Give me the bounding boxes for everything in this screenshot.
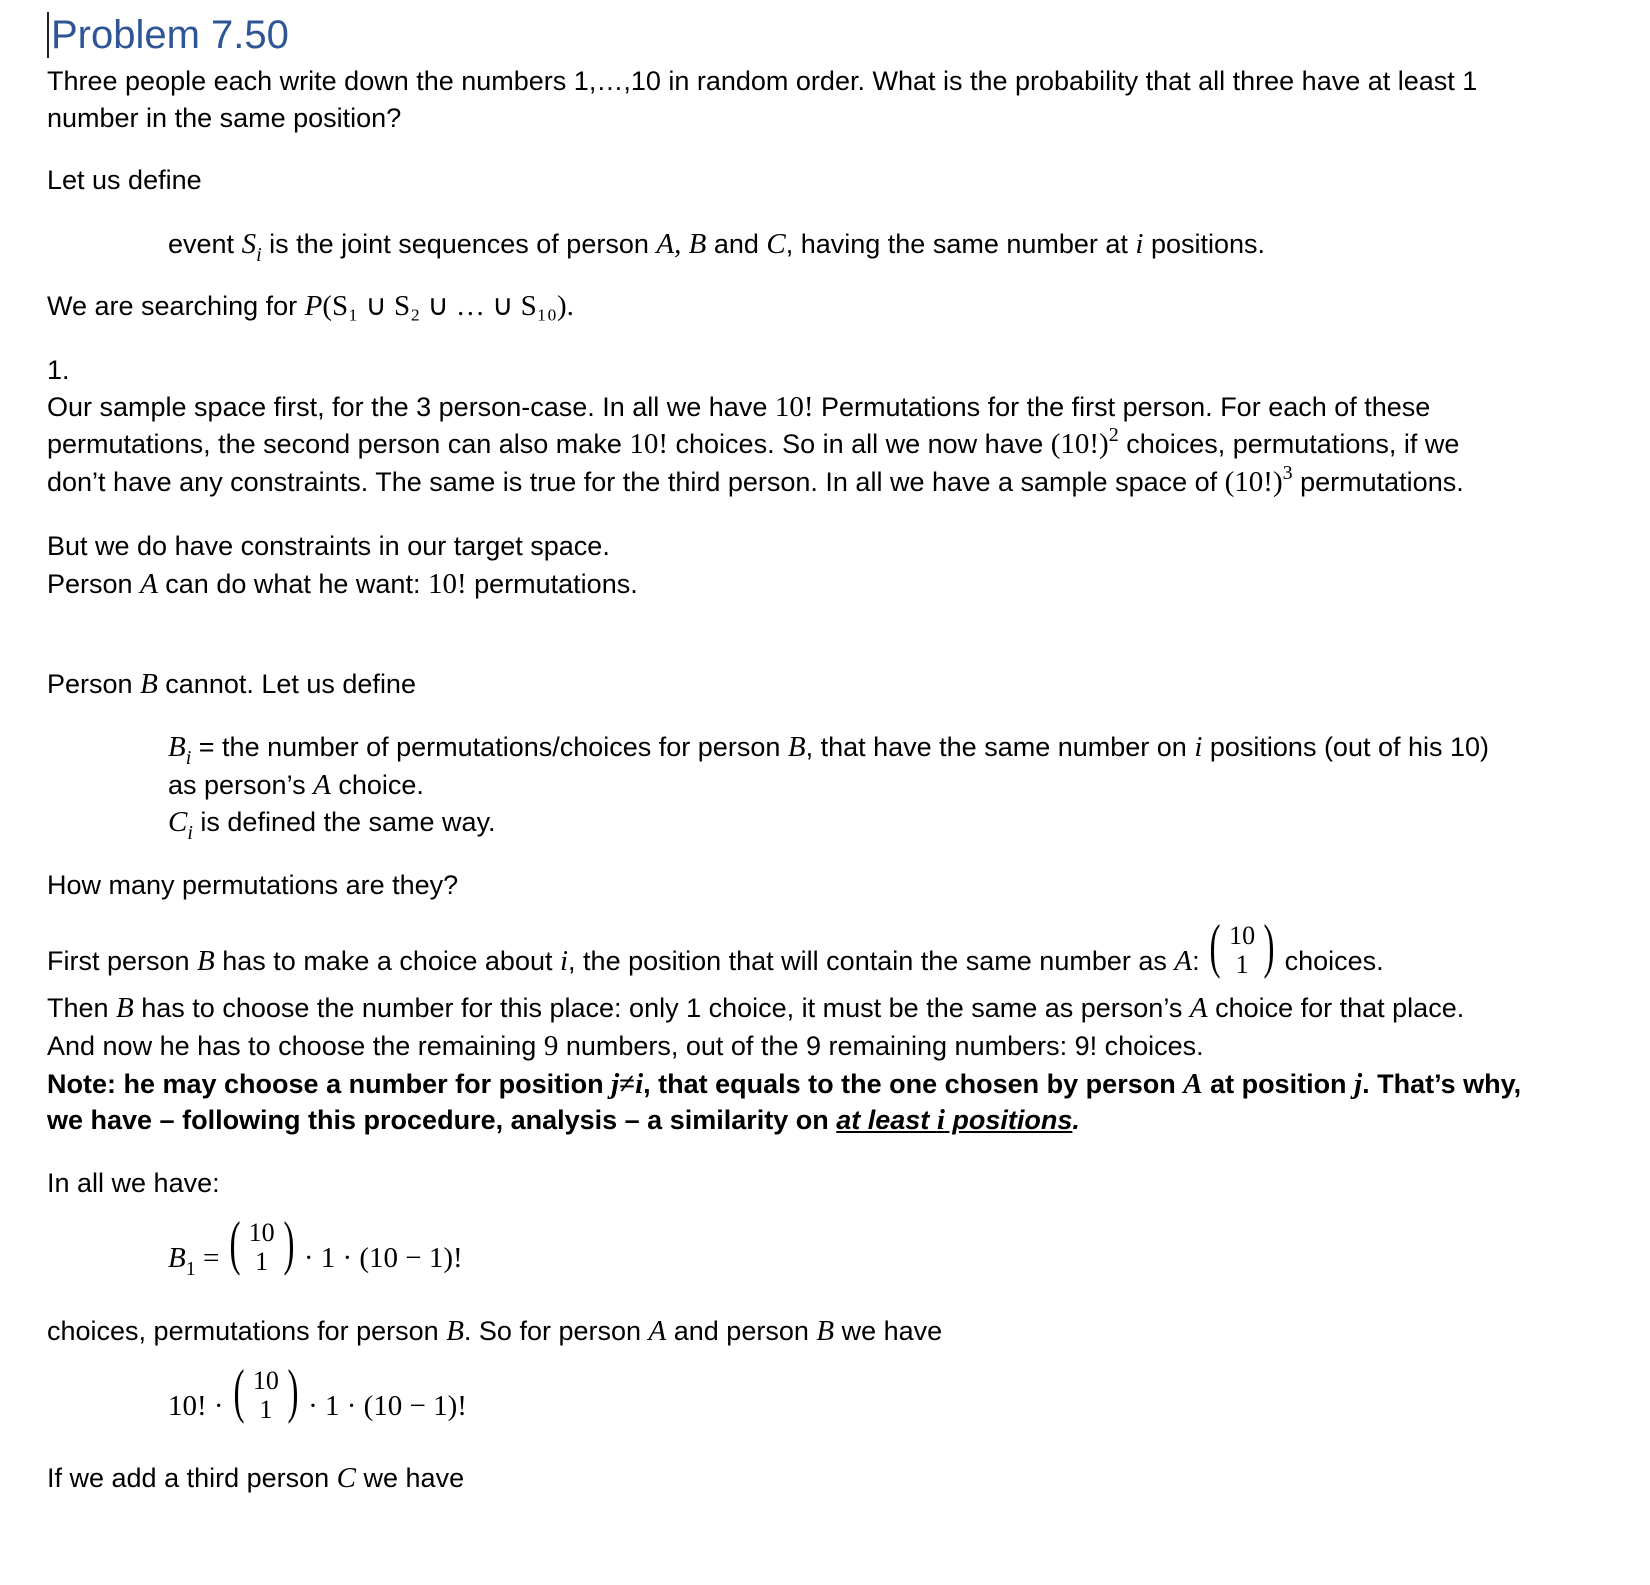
sample-line-1: Our sample space first, for the 3 person-case. In all we have 10! Permutations for the first person. For each of these [47,391,1431,423]
binomial-10-1: ( 10 1 ) [229,1210,295,1276]
note-line-1: Note: he may choose a number for position j≠i, that equals to the one chosen by person A at position j. That’s why, [47,1068,1522,1100]
ci-definition-line: $C_i$ is defined the same way. [168,806,496,844]
person-b-line: Person B cannot. Let us define [47,668,416,700]
note-line-2: we have – following this procedure, analysis – a similarity on at least i positions. [47,1104,1080,1136]
how-many-line: How many permutations are they? [47,870,459,900]
searching-line: We are searching for P(S₁ ∪ S₂ ∪ … ∪ S₁₀). [47,290,574,322]
third-person-line: If we add a third person C we have [47,1462,465,1494]
page-title: Problem 7.50 [47,12,289,58]
bi-definition-line-2: as person’s A choice. [168,769,424,801]
define-intro: Let us define [47,165,202,195]
problem-line-1: Three people each write down the numbers 1,…,10 in random order. What is the probability that all three have at least 1 [47,66,1478,96]
person-a-line: Person A can do what he want: 10! permutations. [47,568,638,600]
sample-line-2: permutations, the second person can also make 10! choices. So in all we now have $(10!)^2$ choices, permutations, if we [47,424,1460,460]
choices-line: choices, permutations for person B. So for person A and person B we have [47,1315,943,1347]
ab-formula: 10! · ( 10 1 ) · 1 · (10 − 1)! [168,1388,467,1428]
problem-line-2: number in the same position? [47,103,402,133]
event-definition: event $S_i$ is the joint sequences of person A, B and C, having the same number at i positions. [168,228,1266,266]
at-least-i-positions: at least i positions [836,1104,1073,1136]
in-all-line: In all we have: [47,1168,220,1198]
step-label: 1. [47,355,70,385]
binomial-10-1: ( 10 1 ) [233,1358,299,1424]
then-line: Then B has to choose the number for this place: only 1 choice, it must be the same as person’s A choice for that place. [47,992,1465,1024]
bi-definition-line-1: $B_i$ = the number of permutations/choices for person B, that have the same number on i positions (out of his 10) [168,731,1490,769]
first-choice-line: First person B has to make a choice about i, the position that will contain the same number as A: ( 10 1 ) choices. [47,943,1384,983]
constraints-line: But we do have constraints in our target space. [47,531,610,561]
binomial-10-1: ( 10 1 ) [1209,913,1275,979]
sample-line-3: don’t have any constraints. The same is true for the third person. In all we have a sample space of $(10!)^3$ permutations. [47,462,1464,498]
and-now-line: And now he has to choose the remaining 9 numbers, out of the 9 remaining numbers: 9! choices. [47,1030,1204,1062]
b1-formula: $B_1$ = ( 10 1 ) · 1 · (10 − 1)! [168,1210,463,1281]
